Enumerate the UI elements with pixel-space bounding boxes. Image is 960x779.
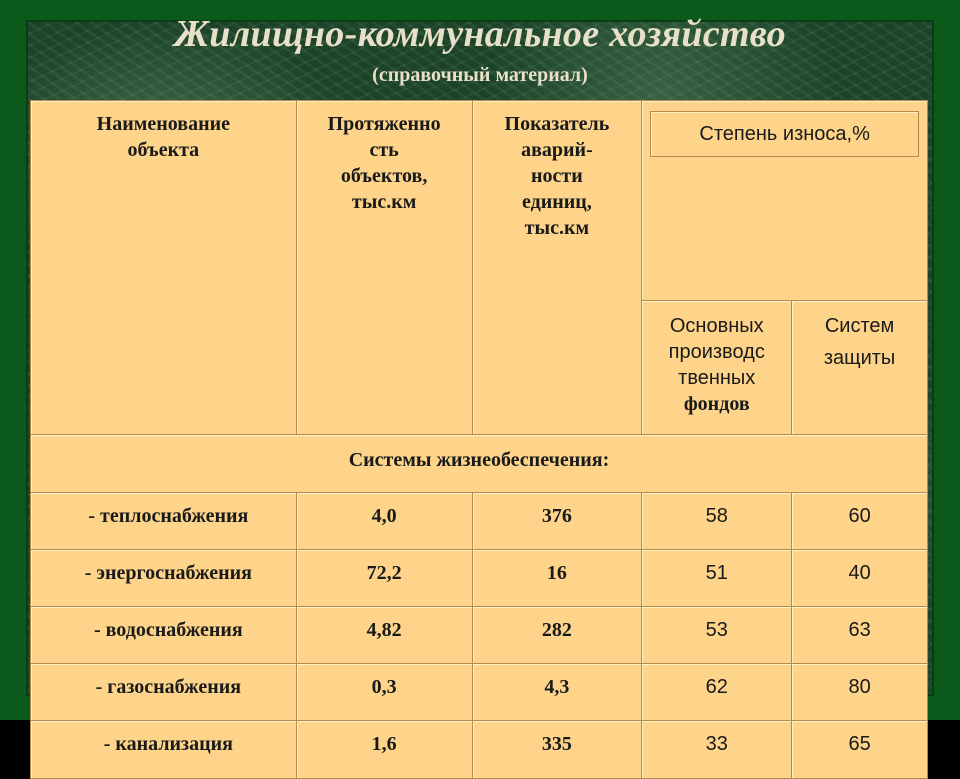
cell-name: - водоснабжения: [31, 607, 297, 664]
cell-name: - газоснабжения: [31, 664, 297, 721]
cell-name: - канализация: [31, 721, 297, 779]
table-row: [31, 550, 928, 607]
header-text: тыс.км: [524, 217, 590, 239]
header-text: Основных: [669, 315, 764, 337]
cell-name: - энергоснабжения: [31, 550, 297, 607]
header-text: Систем: [824, 315, 895, 337]
header-length: [296, 101, 472, 435]
cell-protect: 63: [792, 607, 928, 664]
header-text: единиц,: [522, 191, 592, 213]
cell-length: 72,2: [296, 550, 472, 607]
header-text: твенных: [678, 367, 756, 389]
cell-protect: 65: [792, 721, 928, 779]
cell-funds: 58: [642, 493, 792, 550]
cell-length: 4,82: [296, 607, 472, 664]
cell-length: 0,3: [296, 664, 472, 721]
table-row: [31, 664, 928, 721]
cell-funds: 62: [642, 664, 792, 721]
slide-subtitle: (справочный материал): [372, 64, 588, 86]
header-text: Протяженно: [327, 113, 441, 135]
cell-accident: 16: [472, 550, 642, 607]
slide-title: Жилищно-коммунальное хозяйство: [174, 13, 786, 55]
section-row: [31, 435, 928, 493]
table-header-row: [31, 101, 928, 301]
cell-funds: 33: [642, 721, 792, 779]
table-row: [31, 721, 928, 779]
header-text: сть: [369, 139, 399, 161]
table-row: [31, 607, 928, 664]
header-text: объекта: [127, 139, 200, 161]
cell-length: 4,0: [296, 493, 472, 550]
cell-funds: 53: [642, 607, 792, 664]
cell-accident: 335: [472, 721, 642, 779]
header-text: тыс.км: [351, 191, 417, 213]
header-accident-rate: [472, 101, 642, 435]
header-wear-degree: [642, 101, 928, 301]
header-protection-systems: [792, 301, 928, 435]
header-object-name: [31, 101, 297, 435]
cell-name: - теплоснабжения: [31, 493, 297, 550]
section-title: Системы жизнеобеспечения:: [31, 435, 928, 493]
cell-accident: 282: [472, 607, 642, 664]
cell-funds: 51: [642, 550, 792, 607]
header-text: Показатель: [504, 113, 610, 135]
header-fixed-assets: [642, 301, 792, 435]
header-text: ности: [531, 165, 583, 187]
header-text: защиты: [823, 347, 896, 369]
header-text: аварий-: [521, 139, 593, 161]
cell-protect: 60: [792, 493, 928, 550]
header-text: фондов: [683, 393, 750, 415]
cell-protect: 80: [792, 664, 928, 721]
header-text: Наименование: [96, 113, 231, 135]
cell-protect: 40: [792, 550, 928, 607]
header-wear-box: Степень износа,%: [650, 111, 919, 157]
cell-length: 1,6: [296, 721, 472, 779]
cell-accident: 4,3: [472, 664, 642, 721]
header-text: объектов,: [340, 165, 428, 187]
housing-utilities-table: [30, 100, 928, 779]
table-row: [31, 493, 928, 550]
cell-accident: 376: [472, 493, 642, 550]
header-text: производс: [668, 341, 765, 363]
